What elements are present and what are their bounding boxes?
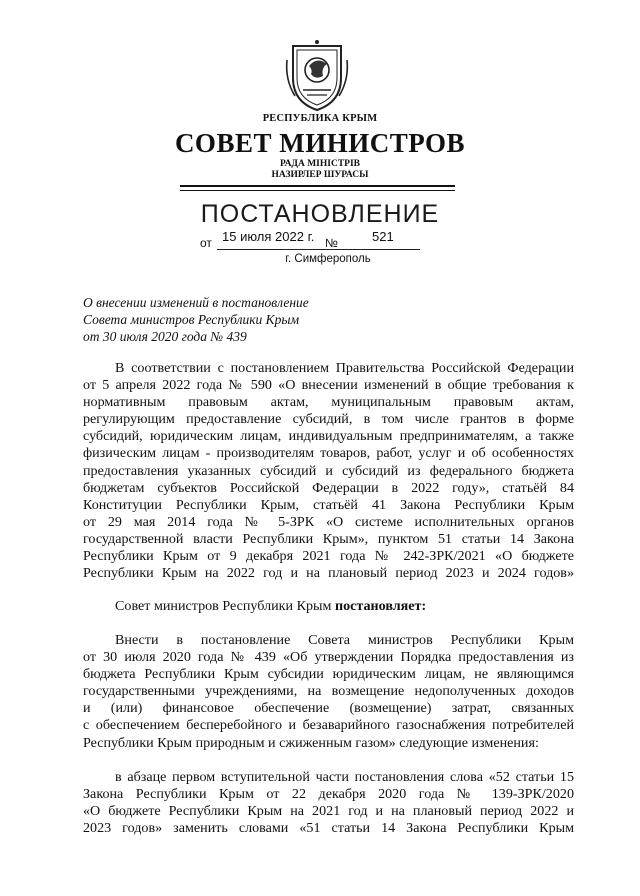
decree-city: г. Симферополь [285,253,371,265]
text-line: от 5 апреля 2022 года № 590 «О внесении изменений в общие требования к [83,377,574,394]
preamble-paragraph [83,360,574,582]
text-line: в абзаце первом вступительной части постановления слова «52 статьи 15 [115,769,574,785]
text-line: предоставления указанных субсидий и субсидий из федерального бюджета [83,462,574,479]
council-names [0,159,640,181]
text-line: Республики Крым на 2022 год и на плановый период 2023 и 2024 годов» [83,565,574,582]
subject-line: Совета министров Республики Крым [83,312,300,327]
decree-number: 521 [372,229,394,244]
resolves-verb: постановляет: [334,598,427,614]
amendment-paragraph [83,632,574,752]
text-line: от 29 мая 2014 года № 5-ЗРК «О системе исполнительных органов [83,513,574,530]
text-line: В соответствии с постановлением Правительства Российской Федерации [115,360,574,376]
text-line: регулирующим предоставление субсидий, в том числе грантов в форме [83,411,574,428]
subject-line: О внесении изменений в постановление [83,295,309,310]
resolves-text: Совет министров Республики Крым [115,598,335,614]
dateline-underline [217,249,420,250]
text-line: государственными учреждениями, на возмещение недополученных доходов [83,683,574,700]
council-title: СОВЕТ МИНИСТРОВ [174,128,466,158]
text-line: нормативным правовым актам, муниципальным правовым актам, [83,394,574,411]
text-line: субсидий, юридическим лицам, индивидуальным предпринимателям, а также [83,428,574,445]
text-line: и (или) финансовое обеспечение (возмещение) затрат, связанных [83,700,574,717]
text-line: Республики Крым природным и сжиженным газом» следующие изменения: [83,734,539,751]
republic-label: РЕСПУБЛИКА КРЫМ [262,113,378,124]
decree-title: ПОСТАНОВЛЕНИЕ [200,200,440,228]
text-line: бюджетам субъектов Российской Федерации в 2022 году», статьёй 84 [83,479,574,496]
text-line: от 30 июля 2020 года № 439 «Об утверждении Порядка предоставления из [83,649,574,666]
text-line: бюджета Республики Крым субсидии юридическим лицам, не являющимся [83,666,574,683]
text-line: Конституции Республики Крым, статьёй 41 Закона Республики Крым [83,496,574,513]
clause-paragraph [83,769,574,837]
coat-of-arms-icon [283,40,351,112]
text-line: 2023 годов» заменить словами «51 статьи 14 Закона Республики Крым [83,820,574,837]
nazirler-label: НАЗИРЛЕР ШУРАСЫ [271,170,369,180]
text-line: «О бюджете Республики Крым на 2021 год и на плановый период 2022 и [83,803,574,820]
number-label: № [325,236,338,250]
text-line: с обеспечением бесперебойного и безаварийного газоснабжения потребителей [83,717,574,734]
resolves-paragraph [83,598,574,615]
decree-subject [83,294,309,345]
decree-date: 15 июля 2022 г. [222,229,315,244]
text-line [83,598,574,615]
text-line: Закона Республики Крым от 22 декабря 2020 года № 139-ЗРК/2020 [83,786,574,803]
header-divider-thin [180,190,455,191]
rada-label: РАДА МІНІСТРІВ [279,159,360,169]
text-line: физическим лицам - производителям товаров, работ, услуг и об особенностях [83,445,574,462]
subject-line: от 30 июля 2020 года № 439 [83,329,247,344]
text-line: Республики Крым от 9 декабря 2021 года № 242-ЗРК/2021 «О бюджете [83,548,574,565]
header-divider-thick [180,185,455,187]
decree-dateline [200,228,430,248]
text-line: Внести в постановление Совета министров Республики Крым [115,632,574,648]
from-label: от [200,236,212,250]
text-line: государственной власти Республики Крым», пунктом 51 статьи 14 Закона [83,530,574,547]
